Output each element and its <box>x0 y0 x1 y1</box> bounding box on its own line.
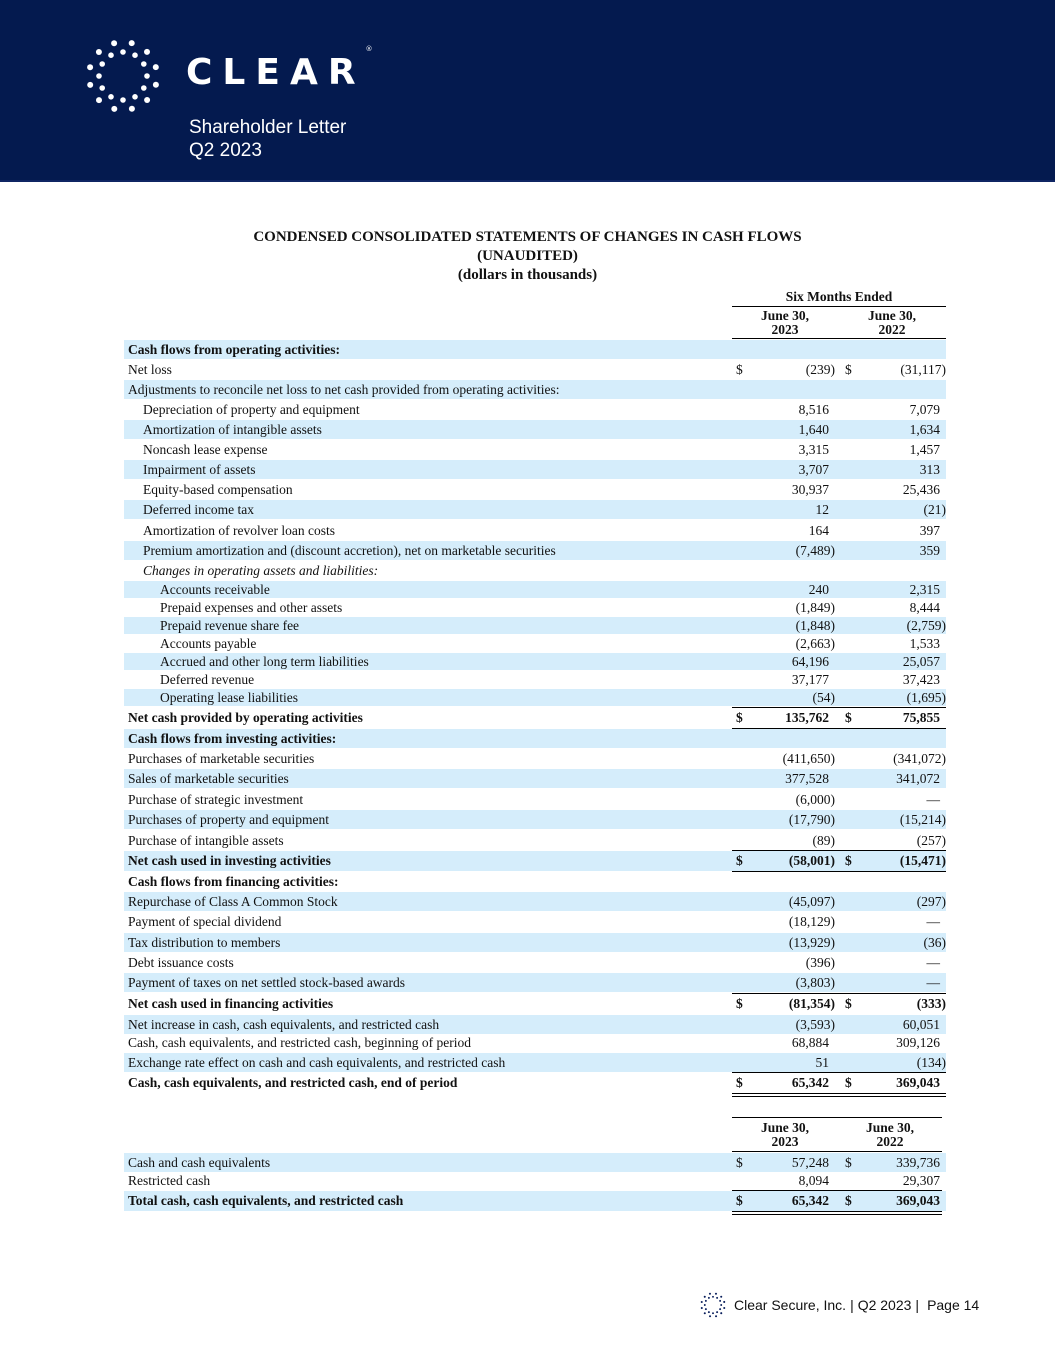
row-label: Cash flows from financing activities: <box>128 873 339 889</box>
value-2023: (1,849) <box>795 599 835 615</box>
value-2022: 37,423 <box>902 671 940 687</box>
logo-dot <box>709 1293 711 1295</box>
table-row-repurchase-of-class-a-common-stock <box>124 892 946 911</box>
row-label: Payment of special dividend <box>128 913 282 929</box>
period-header: Six Months Ended <box>785 289 893 304</box>
value-2022: 359 <box>919 542 940 558</box>
dollar-sign: $ <box>845 1154 852 1170</box>
table-row-premium-amortization-and-discount-accretion-net-on <box>124 541 946 560</box>
value-2023: (2,663) <box>795 635 835 651</box>
value-2023: 51 <box>815 1054 829 1070</box>
page-header <box>0 0 1055 182</box>
logo-dot <box>108 52 114 58</box>
value-2022: (257) <box>916 832 946 848</box>
row-label: Restricted cash <box>128 1172 211 1188</box>
value-2023: 68,884 <box>791 1035 829 1050</box>
value-2022: (15,471) <box>899 853 946 868</box>
logo-dot <box>132 52 138 58</box>
logo-dot <box>129 40 135 46</box>
row-label: Payment of taxes on net settled stock-based awards <box>128 974 406 990</box>
logo-dot <box>701 1307 703 1309</box>
logo-dot <box>719 1308 721 1310</box>
clear-logo-icon <box>85 40 161 112</box>
value-2023: 8,516 <box>798 401 829 417</box>
logo-dot <box>705 1308 707 1310</box>
dollar-sign: $ <box>736 1075 743 1090</box>
row-label: Exchange rate effect on cash and cash equivalents, and restricted cash <box>128 1054 506 1070</box>
value-2022: 313 <box>919 461 940 477</box>
value-2023: 3,707 <box>798 461 829 477</box>
row-label: Purchase of intangible assets <box>128 832 284 848</box>
row-label: Prepaid revenue share fee <box>160 617 300 633</box>
value-2022: 341,072 <box>896 770 940 786</box>
value-2022: (341,072) <box>893 750 946 766</box>
row-label: Premium amortization and (discount accretion), net on marketable securities <box>143 542 556 558</box>
value-2022: 25,436 <box>902 481 940 497</box>
subtotal-rule <box>732 850 946 851</box>
table-row-accrued-and-other-long-term-liabilities <box>124 653 946 670</box>
table-row-net-cash-used-in-investing-activities <box>124 851 946 871</box>
footer-company: Clear Secure, Inc. <box>734 1297 847 1313</box>
table-row-cash-flows-from-financing-activities <box>124 872 946 891</box>
logo-dot <box>720 1304 722 1306</box>
registered-mark: ® <box>365 45 373 53</box>
subtotal-rule <box>732 993 946 994</box>
table-row-equity-based-compensation <box>124 480 946 499</box>
table-row-prepaid-expenses-and-other-assets <box>124 599 946 616</box>
table-row-deferred-income-tax <box>124 500 946 519</box>
logo-dot <box>712 1296 714 1298</box>
value-2023: (3,593) <box>795 1016 835 1032</box>
row-label: Sales of marketable securities <box>128 770 289 786</box>
value-2022: (1,695) <box>906 689 946 705</box>
dollar-sign: $ <box>736 853 743 868</box>
value-2022: 25,057 <box>902 653 940 669</box>
table-row-amortization-of-intangible-assets <box>124 420 946 439</box>
logo-dot <box>720 1296 722 1298</box>
value-2023: (58,001) <box>788 853 835 868</box>
table-row-amortization-of-revolver-loan-costs <box>124 521 946 540</box>
row-label: Net cash used in financing activities <box>128 996 334 1011</box>
statement-units: (dollars in thousands) <box>457 267 598 283</box>
value-2022: 2,315 <box>909 581 940 597</box>
value-2023: 57,248 <box>791 1154 829 1170</box>
value-2023: (1,848) <box>795 617 835 633</box>
table-row-total-cash-cash-equivalents-and-restricted-cash <box>124 1191 946 1211</box>
value-2023: 377,528 <box>785 770 829 786</box>
table-row-cash-flows-from-operating-activities <box>124 340 946 359</box>
logo-dot <box>96 73 102 79</box>
value-2023: (239) <box>805 361 835 377</box>
value-2023: (18,129) <box>788 913 835 929</box>
statement-title: CONDENSED CONSOLIDATED STATEMENTS OF CHANGES IN CASH FLOWS <box>253 229 802 245</box>
table-row-net-increase-in-cash-cash-equivalents-and-restrict <box>124 1015 946 1034</box>
table-row-net-cash-provided-by-operating-activities <box>124 708 946 728</box>
statement-subtitle: (UNAUDITED) <box>477 248 578 264</box>
value-2022: 75,855 <box>902 710 940 725</box>
value-2023: (81,354) <box>788 996 835 1011</box>
value-2023: 65,342 <box>791 1193 829 1208</box>
value-2022: 339,736 <box>896 1154 940 1170</box>
header-rule-bottom <box>732 338 946 339</box>
value-2022: 369,043 <box>896 1193 940 1208</box>
table-row-cash-and-cash-equivalents <box>124 1153 946 1172</box>
logo-dot <box>712 1312 714 1314</box>
logo-dot <box>153 64 159 70</box>
col-header-line: 2022 <box>878 322 906 337</box>
row-label: Deferred revenue <box>160 671 255 687</box>
value-2022: 29,307 <box>902 1172 940 1188</box>
logo-dot <box>705 1300 707 1302</box>
value-2023: (13,929) <box>788 934 835 950</box>
column-header-2022 <box>842 309 942 337</box>
logo-dot <box>716 1297 718 1299</box>
value-2023: 65,342 <box>791 1075 829 1090</box>
brand-wordmark <box>186 45 373 93</box>
value-2023: 164 <box>808 522 829 538</box>
value-2022: (134) <box>916 1054 946 1070</box>
value-2022: 8,444 <box>909 599 940 615</box>
col-header-line: June 30, <box>867 308 916 323</box>
row-label: Cash and cash equivalents <box>128 1154 271 1170</box>
dollar-sign: $ <box>845 1075 852 1090</box>
logo-dot <box>99 85 105 91</box>
value-2022: (36) <box>923 934 946 950</box>
logo-dot <box>723 1307 725 1309</box>
logo-dot <box>708 1311 710 1313</box>
logo-dot <box>111 106 117 112</box>
value-2022: — <box>926 954 940 970</box>
row-label: Prepaid expenses and other assets <box>160 599 343 615</box>
value-2023: 240 <box>808 581 829 597</box>
row-label: Equity-based compensation <box>143 481 293 497</box>
row-label: Accounts receivable <box>160 581 270 597</box>
table-row-purchase-of-intangible-assets <box>124 831 946 850</box>
table-row-payment-of-special-dividend <box>124 912 946 931</box>
table-row-purchases-of-property-and-equipment <box>124 810 946 829</box>
logo-dot <box>144 97 150 103</box>
row-label: Cash, cash equivalents, and restricted cash, beginning of period <box>128 1035 472 1050</box>
row-label: Cash, cash equivalents, and restricted cash, end of period <box>128 1075 458 1090</box>
row-label: Net cash used in investing activities <box>128 853 331 868</box>
row-label: Impairment of assets <box>143 461 256 477</box>
row-label: Purchases of property and equipment <box>128 811 329 827</box>
row-label: Repurchase of Class A Common Stock <box>128 893 338 909</box>
logo-dot <box>715 1293 717 1295</box>
value-2022: (2,759) <box>906 617 946 633</box>
dollar-sign: $ <box>845 996 852 1011</box>
logo-dot <box>141 61 147 67</box>
value-2023: 135,762 <box>785 710 829 725</box>
table-row-accounts-receivable <box>124 581 946 598</box>
dollar-sign: $ <box>845 853 852 868</box>
value-2023: 37,177 <box>791 671 829 687</box>
logo-dot <box>153 82 159 88</box>
logo-dot <box>720 1312 722 1314</box>
value-2023: 30,937 <box>791 481 829 497</box>
value-2022: — <box>926 913 940 929</box>
subtotal-rule <box>732 1072 946 1073</box>
value-2022: (15,214) <box>899 811 946 827</box>
row-label: Debt issuance costs <box>128 954 234 970</box>
value-2023: (411,650) <box>782 750 835 766</box>
logo-dot <box>96 49 102 55</box>
col-header-line: 2023 <box>771 322 799 337</box>
subtotal-rule <box>732 707 946 708</box>
dollar-sign: $ <box>845 1193 852 1208</box>
logo-dot <box>120 49 126 55</box>
row-label: Total cash, cash equivalents, and restricted cash <box>128 1193 404 1208</box>
logo-dot <box>99 61 105 67</box>
value-2022: (21) <box>923 501 946 517</box>
logo-dot <box>129 106 135 112</box>
table-row-payment-of-taxes-on-net-settled-stock-based-awards <box>124 973 946 992</box>
logo-dot <box>719 1300 721 1302</box>
logo-dot <box>704 1304 706 1306</box>
row-label: Accounts payable <box>160 635 257 651</box>
logo-dot <box>108 94 114 100</box>
column-header-2023 <box>735 309 835 337</box>
value-2023: (17,790) <box>788 811 835 827</box>
row-label: Noncash lease expense <box>143 441 268 457</box>
row-label: Adjustments to reconcile net loss to net cash provided from operating activities: <box>128 381 560 397</box>
dollar-sign: $ <box>736 1154 743 1170</box>
table-row-cash-cash-equivalents-and-restricted-cash-beginnin <box>124 1034 946 1052</box>
recon-header-rule <box>732 1117 942 1118</box>
dollar-sign: $ <box>845 710 852 725</box>
table-row-debt-issuance-costs <box>124 953 946 972</box>
value-2023: 64,196 <box>791 653 829 669</box>
logo-dot <box>723 1301 725 1303</box>
page-footer <box>700 1290 979 1320</box>
table-row-sales-of-marketable-securities <box>124 769 946 788</box>
brand-name: CLEAR <box>186 52 366 93</box>
table-row-deferred-revenue <box>124 671 946 688</box>
logo-dot <box>715 1315 717 1317</box>
logo-dot <box>87 82 93 88</box>
footer-separator: | <box>850 1297 854 1313</box>
footer-separator: | <box>915 1297 920 1313</box>
logo-dot <box>704 1312 706 1314</box>
row-label: Depreciation of property and equipment <box>143 401 360 417</box>
dollar-sign: $ <box>845 361 852 377</box>
logo-dot <box>708 1297 710 1299</box>
value-2023: (6,000) <box>795 791 835 807</box>
value-2023: (54) <box>812 689 835 705</box>
dollar-sign: $ <box>736 1193 743 1208</box>
table-row-changes-in-operating-assets-and-liabilities <box>124 561 946 580</box>
value-2023: 12 <box>815 501 829 517</box>
table-row-cash-flows-from-investing-activities <box>124 729 946 748</box>
clear-logo-small-icon <box>700 1292 726 1318</box>
header-rule <box>732 306 946 307</box>
table-row-prepaid-revenue-share-fee <box>124 617 946 634</box>
recon-header-rule-bottom <box>732 1151 942 1152</box>
col-header-line: June 30, <box>760 308 809 323</box>
value-2023: (396) <box>805 954 835 970</box>
table-row-accounts-payable <box>124 635 946 652</box>
logo-dot <box>87 64 93 70</box>
table-row-tax-distribution-to-members <box>124 933 946 952</box>
logo-dot <box>141 85 147 91</box>
table-row-net-cash-used-in-financing-activities <box>124 994 946 1014</box>
recon-column-header-2023 <box>735 1121 835 1149</box>
value-2023: 1,640 <box>798 421 829 437</box>
value-2022: 1,457 <box>909 441 940 457</box>
row-label: Net cash provided by operating activities <box>128 710 363 725</box>
logo-dot <box>96 97 102 103</box>
row-label: Cash flows from investing activities: <box>128 730 337 746</box>
row-label: Accrued and other long term liabilities <box>160 653 369 669</box>
logo-dot <box>132 94 138 100</box>
dollar-sign: $ <box>736 710 743 725</box>
value-2022: — <box>926 974 940 990</box>
value-2022: 60,051 <box>902 1016 940 1032</box>
col-header-line: 2022 <box>876 1134 904 1149</box>
value-2022: 7,079 <box>909 401 940 417</box>
row-label: Purchase of strategic investment <box>128 791 304 807</box>
dollar-sign: $ <box>736 996 743 1011</box>
table-row-impairment-of-assets <box>124 460 946 479</box>
row-label: Net increase in cash, cash equivalents, and restricted cash <box>128 1016 440 1032</box>
subtitle-line-2: Q2 2023 <box>189 140 262 161</box>
logo-dot <box>701 1301 703 1303</box>
col-header-line: June 30, <box>760 1120 809 1135</box>
table-row-net-loss <box>124 360 946 379</box>
table-row-operating-lease-liabilities <box>124 689 946 706</box>
row-label: Net loss <box>128 361 172 377</box>
logo-dot <box>716 1311 718 1313</box>
row-label: Tax distribution to members <box>128 934 281 950</box>
recon-column-header-2022 <box>840 1121 940 1149</box>
logo-dot <box>704 1296 706 1298</box>
value-2023: (3,803) <box>795 974 835 990</box>
value-2022: (31,117) <box>900 361 946 377</box>
logo-dot <box>111 40 117 46</box>
logo-dot <box>120 97 126 103</box>
col-header-line: June 30, <box>865 1120 914 1135</box>
row-label: Amortization of intangible assets <box>143 421 322 437</box>
dollar-sign: $ <box>736 361 743 377</box>
value-2022: (333) <box>916 996 946 1011</box>
row-label: Deferred income tax <box>143 501 254 517</box>
row-label: Amortization of revolver loan costs <box>143 522 335 538</box>
value-2022: — <box>926 791 940 807</box>
subtotal-rule <box>732 1190 942 1191</box>
subtitle-line-1: Shareholder Letter <box>189 117 347 138</box>
table-row-restricted-cash <box>124 1172 946 1189</box>
col-header-line: 2023 <box>771 1134 799 1149</box>
table-row-cash-cash-equivalents-and-restricted-cash-end-of-p <box>124 1073 946 1093</box>
table-row-exchange-rate-effect-on-cash-and-cash-equivalents- <box>124 1053 946 1072</box>
grand-total-double-rule <box>732 1211 942 1215</box>
document-subtitle <box>189 116 346 162</box>
logo-dot <box>709 1315 711 1317</box>
table-row-adjustments-to-reconcile-net-loss-to-net-cash-prov <box>124 380 946 399</box>
row-label: Operating lease liabilities <box>160 689 298 705</box>
value-2023: (45,097) <box>788 893 835 909</box>
grand-total-double-rule <box>732 1093 946 1097</box>
table-row-noncash-lease-expense <box>124 440 946 459</box>
table-row-purchases-of-marketable-securities <box>124 749 946 768</box>
footer-page-number: Page 14 <box>927 1297 980 1313</box>
value-2022: 1,533 <box>909 635 940 651</box>
value-2023: 3,315 <box>798 441 829 457</box>
value-2022: 1,634 <box>909 421 940 437</box>
value-2022: 397 <box>919 522 940 538</box>
row-label: Changes in operating assets and liabilities: <box>143 562 379 578</box>
value-2023: 8,094 <box>798 1172 829 1188</box>
table-row-depreciation-of-property-and-equipment <box>124 400 946 419</box>
row-label: Purchases of marketable securities <box>128 750 315 766</box>
logo-dot <box>144 49 150 55</box>
value-2023: (89) <box>812 832 835 848</box>
footer-period: Q2 2023 <box>857 1297 912 1313</box>
value-2022: (297) <box>916 893 946 909</box>
row-label: Cash flows from operating activities: <box>128 341 340 357</box>
value-2022: 369,043 <box>896 1075 940 1090</box>
table-row-purchase-of-strategic-investment <box>124 790 946 809</box>
logo-dot <box>144 73 150 79</box>
value-2023: (7,489) <box>795 542 835 558</box>
value-2022: 309,126 <box>896 1035 940 1050</box>
